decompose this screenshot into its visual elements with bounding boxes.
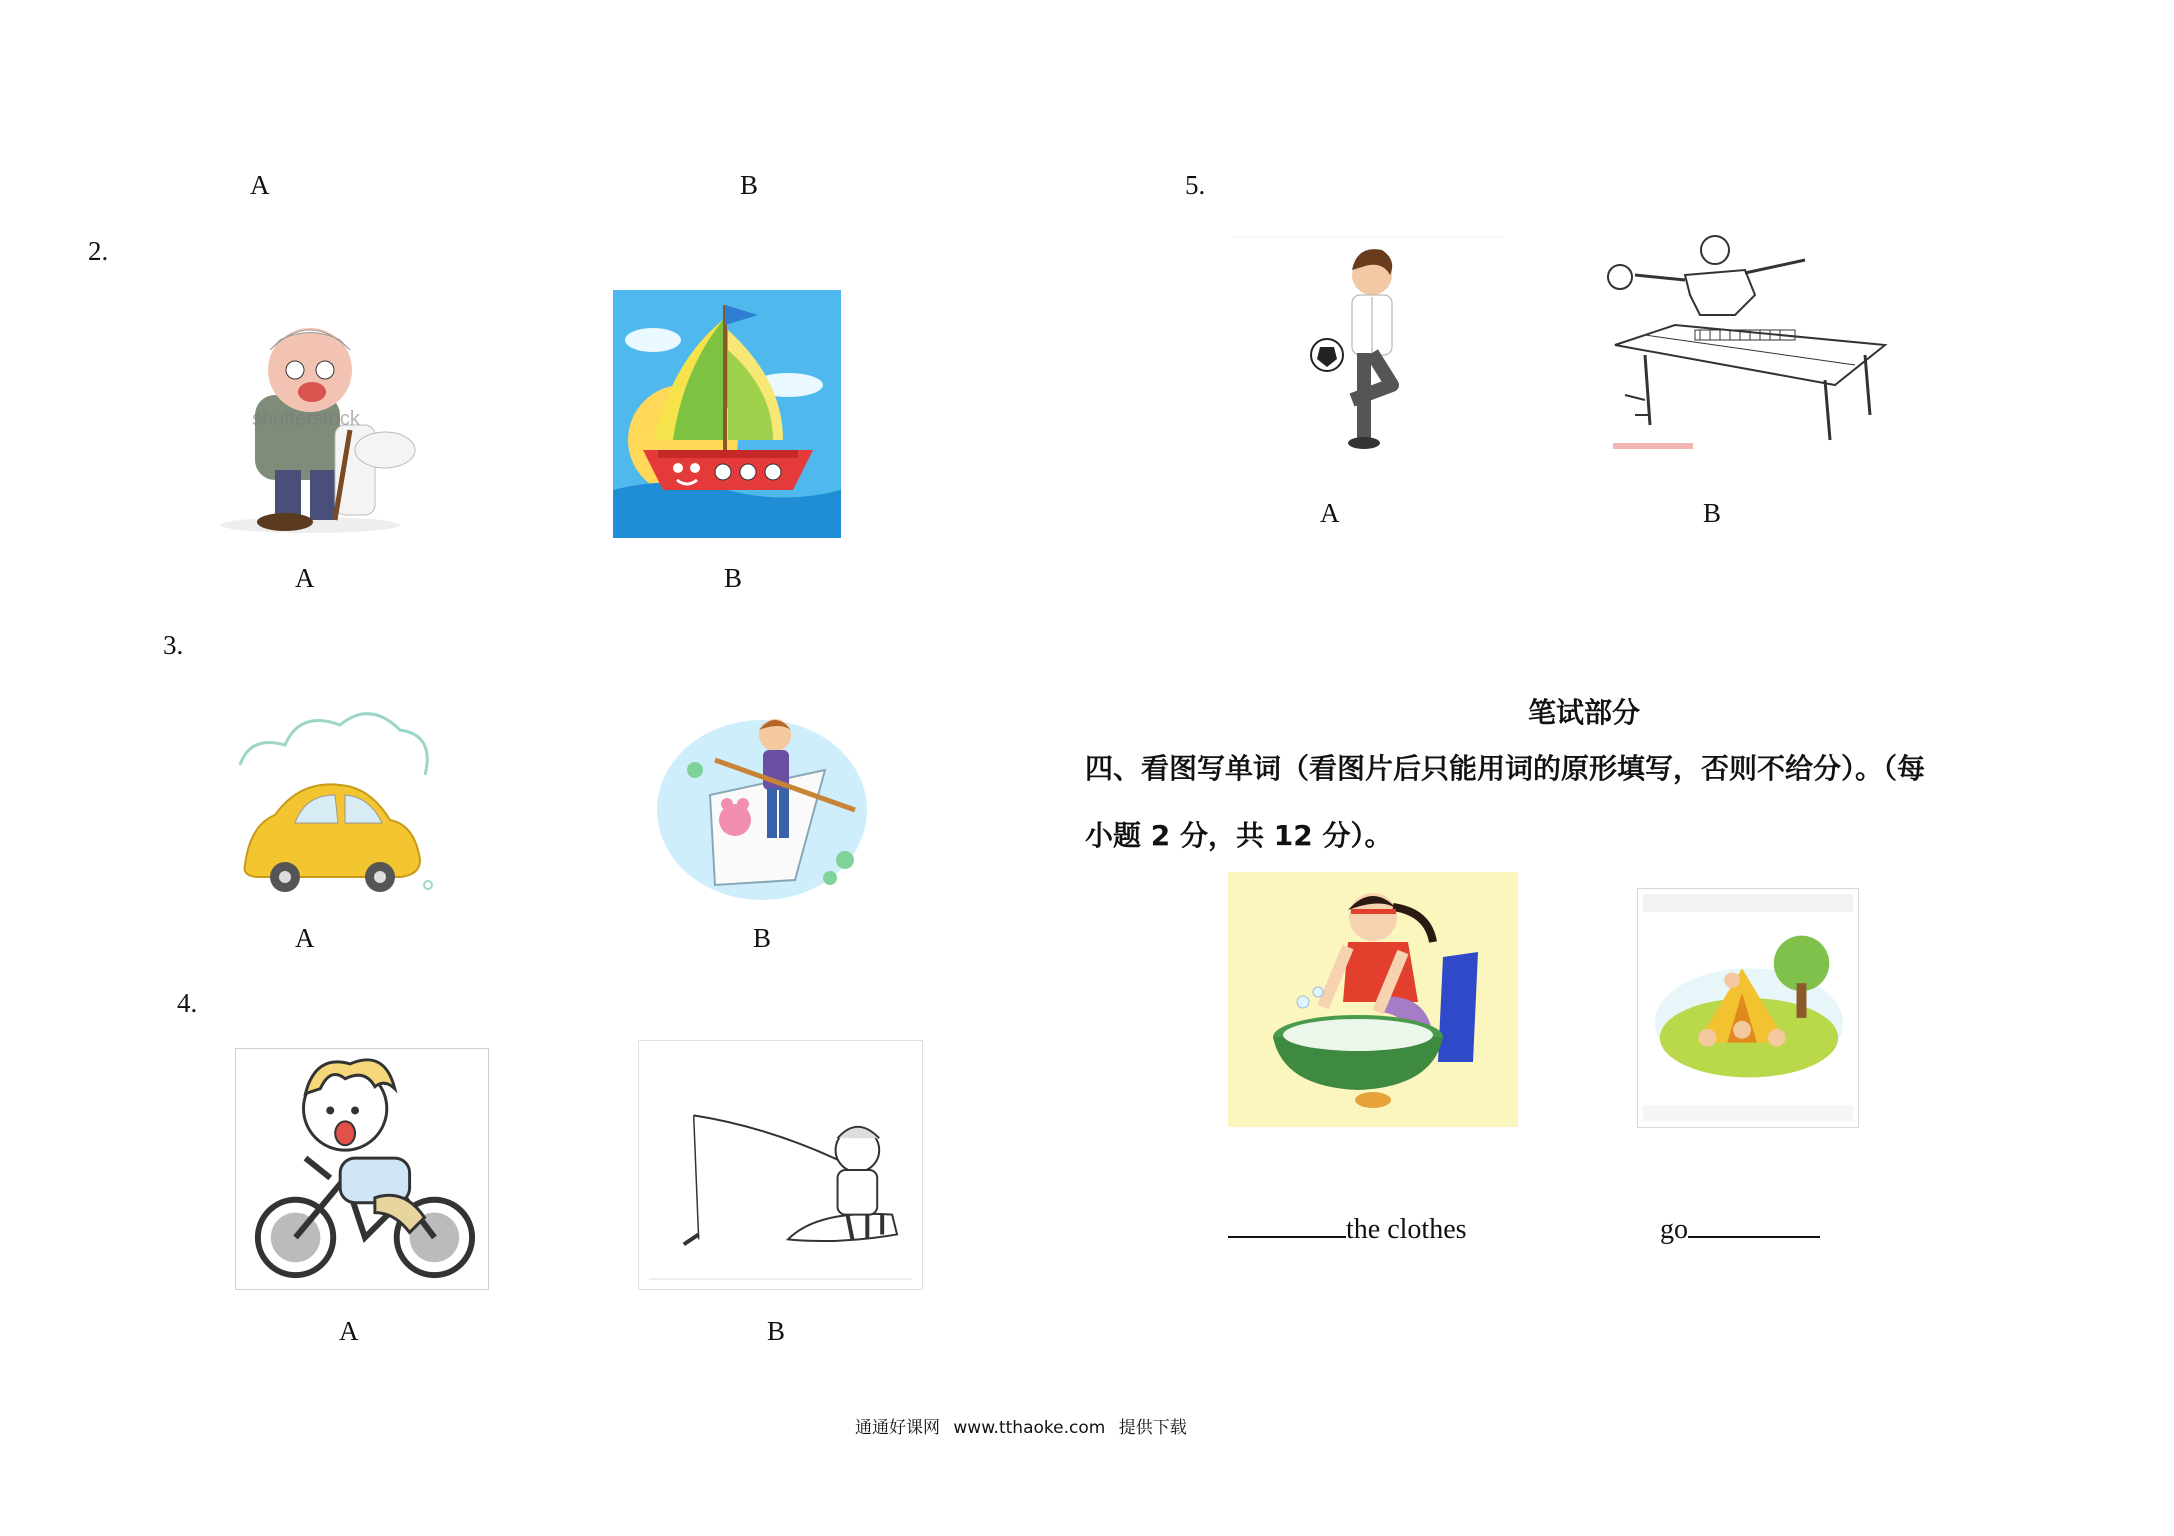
q3-option-a-car-image <box>230 695 440 905</box>
q5-option-b-table-tennis-image <box>1605 225 1890 465</box>
item-2-camping-image <box>1637 888 1859 1128</box>
instruction-line-2: 小题 2 分，共 12 分）。 <box>1085 819 1393 852</box>
instruction-line-1: 四、看图写单词（看图片后只能用词的原形填写，否则不给分）。（每 <box>1085 752 1926 785</box>
item-1-text: the clothes <box>1346 1214 1467 1245</box>
q3-option-b-rowing-boat-image <box>655 700 870 900</box>
q4-option-a-label: A <box>339 1316 359 1346</box>
item-2-answer-line <box>1660 1210 1820 1246</box>
q5-option-a-label: A <box>1320 498 1340 528</box>
footer-suffix: 提供下载 <box>1118 1418 1187 1438</box>
question-4-number: 4. <box>177 988 198 1018</box>
question-2-number: 2. <box>88 236 109 266</box>
question-5-number: 5. <box>1185 170 1206 200</box>
q2-option-a-injured-man-image <box>200 300 430 540</box>
footer-url: www.tthaoke.com <box>953 1418 1106 1438</box>
q4-option-a-bicycle-boy-image <box>235 1048 489 1290</box>
item-1-answer-blank[interactable] <box>1228 1210 1346 1238</box>
q3-option-a-label: A <box>295 923 315 953</box>
q1-option-a-label: A <box>250 170 270 200</box>
q4-option-b-label: B <box>767 1316 786 1346</box>
q2-option-b-label: B <box>724 563 743 593</box>
footer <box>855 1413 1187 1438</box>
shutterstock-watermark: shutterstock <box>252 408 360 430</box>
q3-option-b-label: B <box>753 923 772 953</box>
section-title: 笔试部分 <box>1528 696 1641 729</box>
item-1-washing-clothes-image <box>1228 872 1518 1127</box>
item-1-answer-line <box>1228 1210 1467 1246</box>
q5-option-b-label: B <box>1703 498 1722 528</box>
question-3-number: 3. <box>163 630 184 660</box>
q4-option-b-fishing-image <box>638 1040 923 1290</box>
q2-option-a-label: A <box>295 563 315 593</box>
footer-site-name: 通通好课网 <box>855 1418 940 1438</box>
item-2-text: go <box>1660 1214 1688 1245</box>
q1-option-b-label: B <box>740 170 759 200</box>
item-2-answer-blank[interactable] <box>1688 1210 1820 1238</box>
q5-option-a-football-boy-image <box>1232 235 1502 455</box>
q2-option-b-boat-image <box>613 290 841 538</box>
